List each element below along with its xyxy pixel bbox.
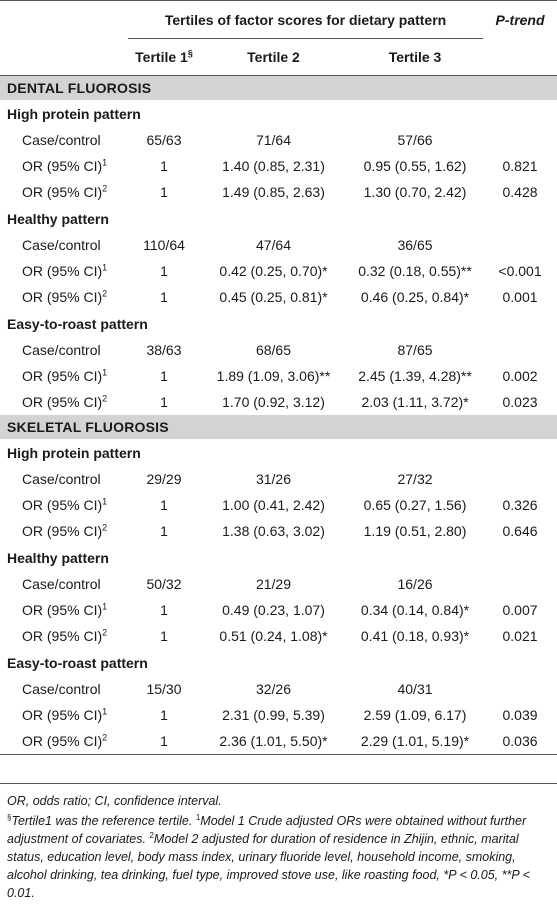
cell-t1: 1 [160, 368, 168, 384]
section-title: DENTAL FLUOROSIS [0, 76, 557, 101]
tertile3-header: Tertile 3 [388, 49, 442, 65]
cell-t2: 0.49 (0.23, 1.07) [222, 602, 325, 618]
row-label-sup: 2 [102, 732, 108, 743]
group-title: High protein pattern [7, 105, 141, 122]
cell-t2: 1.40 (0.85, 2.31) [222, 158, 325, 174]
cell-t2: 1.49 (0.85, 2.63) [222, 184, 325, 200]
table-row [0, 363, 557, 389]
cell-t3: 87/65 [397, 342, 433, 358]
group-row [0, 100, 557, 127]
row-label-cell [0, 153, 128, 179]
header-row-1 [0, 1, 557, 39]
tertile2-header: Tertile 2 [247, 49, 300, 65]
row-label: OR (95% CI) [22, 368, 103, 384]
row-label: OR (95% CI) [22, 497, 103, 513]
cell-p: 0.002 [502, 368, 538, 384]
group-row [0, 649, 557, 676]
row-label-cell [0, 179, 128, 205]
cell-t2: 0.42 (0.25, 0.70)* [219, 263, 328, 279]
group-row [0, 544, 557, 571]
row-label: Case/control [22, 576, 101, 592]
row-label: OR (95% CI) [22, 158, 103, 174]
tertiles-header: Tertiles of factor scores for dietary pattern [128, 1, 483, 39]
cell-t3: 16/26 [397, 576, 433, 592]
table-row [0, 676, 557, 702]
row-label: OR (95% CI) [22, 523, 103, 539]
group-row [0, 439, 557, 466]
row-label-cell [0, 623, 128, 649]
row-label-cell [0, 232, 128, 258]
row-label-sup: 2 [102, 183, 108, 194]
cell-p: 0.007 [502, 602, 538, 618]
row-label-cell [0, 466, 128, 492]
cell-t3: 0.46 (0.25, 0.84)* [360, 289, 470, 305]
cell-t3: 1.19 (0.51, 2.80) [363, 523, 467, 539]
cell-t2: 0.45 (0.25, 0.81)* [219, 289, 328, 305]
row-label-cell [0, 389, 128, 415]
footnote-m1-mark: 1 [195, 812, 201, 822]
section-title: SKELETAL FLUOROSIS [0, 415, 557, 439]
ptrend-header [483, 1, 557, 39]
row-label: Case/control [22, 471, 101, 487]
footnote-abbrev: OR, odds ratio; CI, confidence interval. [7, 794, 222, 808]
cell-t2: 21/29 [255, 576, 292, 592]
cell-p: 0.646 [502, 523, 538, 539]
table-row [0, 284, 557, 310]
ptrend-label: P-trend [495, 11, 545, 28]
table-row [0, 179, 557, 205]
table-row [0, 518, 557, 544]
cell-t2: 68/65 [255, 342, 292, 358]
row-label: OR (95% CI) [22, 289, 103, 305]
row-label-cell [0, 518, 128, 544]
cell-p [483, 676, 557, 702]
cell-t1: 38/63 [146, 342, 182, 358]
group-row [0, 205, 557, 232]
cell-t1: 1 [160, 394, 168, 410]
group-title: Easy-to-roast pattern [7, 654, 148, 671]
footnote-rule [0, 783, 557, 784]
row-label-sup: 1 [102, 367, 108, 378]
row-label-cell [0, 127, 128, 153]
row-label-cell [0, 492, 128, 518]
section-row [0, 415, 557, 439]
row-label: Case/control [22, 342, 101, 358]
footnote-ref-mark: § [7, 812, 12, 822]
cell-t3: 0.95 (0.55, 1.62) [363, 158, 467, 174]
cell-t3: 36/65 [397, 237, 433, 253]
group-title: Healthy pattern [7, 549, 109, 566]
row-label-cell [0, 258, 128, 284]
row-label-sup: 2 [102, 522, 108, 533]
row-label: Case/control [22, 681, 101, 697]
cell-p: 0.428 [502, 184, 538, 200]
cell-t1: 15/30 [146, 681, 182, 697]
cell-t1: 1 [160, 602, 168, 618]
table-row [0, 702, 557, 728]
cell-t3: 0.32 (0.18, 0.55)** [358, 263, 472, 279]
row-label-cell [0, 571, 128, 597]
footnote-m1-text: Model 1 Crude adjusted ORs were obtained without further adjustment of covariates. [7, 814, 527, 846]
cell-p: 0.023 [502, 394, 538, 410]
row-label: OR (95% CI) [22, 628, 103, 644]
cell-t1: 1 [160, 184, 168, 200]
row-label: OR (95% CI) [22, 394, 103, 410]
table-row [0, 492, 557, 518]
cell-t3: 0.41 (0.18, 0.93)* [360, 628, 470, 644]
cell-t2: 2.31 (0.99, 5.39) [222, 707, 325, 723]
cell-t3: 1.30 (0.70, 2.42) [363, 184, 467, 200]
row-label: Case/control [22, 132, 101, 148]
row-label-sup: 1 [102, 601, 108, 612]
cell-t2: 71/64 [255, 132, 292, 148]
footnote-ref-text: Tertile1 was the reference tertile. [11, 814, 193, 828]
table-row [0, 258, 557, 284]
tertile1-mark: § [187, 48, 193, 59]
cell-t2: 1.38 (0.63, 3.02) [222, 523, 325, 539]
cell-p [483, 232, 557, 258]
cell-t2: 1.89 (1.09, 3.06)** [216, 368, 331, 384]
cell-t2: 1.00 (0.41, 2.42) [222, 497, 325, 513]
group-row [0, 310, 557, 337]
row-label-cell [0, 728, 128, 755]
cell-t2: 31/26 [255, 471, 292, 487]
footnote-m2-mark: 2 [149, 830, 154, 840]
cell-t2: 1.70 (0.92, 3.12) [222, 394, 325, 410]
cell-t1: 1 [160, 707, 168, 723]
cell-t1: 110/64 [143, 237, 185, 253]
tertile1-header [128, 39, 200, 76]
row-label: OR (95% CI) [22, 263, 103, 279]
table-row [0, 232, 557, 258]
row-label: OR (95% CI) [22, 184, 103, 200]
cell-t2: 2.36 (1.01, 5.50)* [219, 733, 328, 749]
cell-p: 0.036 [502, 733, 538, 749]
footnote-models [7, 812, 552, 902]
table-row [0, 728, 557, 755]
table-row [0, 127, 557, 153]
table-body [0, 76, 557, 755]
row-label-cell [0, 597, 128, 623]
cell-t1: 29/29 [146, 471, 182, 487]
cell-p [483, 127, 557, 153]
cell-t1: 1 [160, 289, 168, 305]
row-label-sup: 1 [102, 157, 108, 168]
row-label-cell [0, 676, 128, 702]
table-row [0, 337, 557, 363]
row-label-cell [0, 337, 128, 363]
group-title: Healthy pattern [7, 210, 109, 227]
cell-t1: 1 [160, 628, 168, 644]
row-label-cell [0, 702, 128, 728]
cell-p: 0.039 [502, 707, 538, 723]
cell-t2: 32/26 [255, 681, 292, 697]
row-label-cell [0, 284, 128, 310]
cell-p: 0.821 [502, 158, 538, 174]
header-row-2 [0, 39, 557, 76]
row-label-sup: 1 [102, 496, 108, 507]
row-label-sup: 1 [102, 706, 108, 717]
cell-t1: 1 [160, 158, 168, 174]
header-empty-cell-2 [0, 39, 128, 76]
cell-t1: 1 [160, 497, 168, 513]
table-row [0, 597, 557, 623]
cell-t2: 0.51 (0.24, 1.08)* [219, 628, 328, 644]
cell-p: 0.326 [502, 497, 538, 513]
section-row [0, 76, 557, 101]
tertile1-label: Tertile 1 [135, 49, 188, 65]
group-title: High protein pattern [7, 444, 141, 461]
cell-t1: 1 [160, 523, 168, 539]
cell-p [483, 466, 557, 492]
table-row [0, 623, 557, 649]
cell-t3: 2.45 (1.39, 4.28)** [358, 368, 472, 384]
cell-t3: 40/31 [397, 681, 433, 697]
table-row [0, 153, 557, 179]
cell-t3: 2.03 (1.11, 3.72)* [361, 394, 469, 410]
cell-p: 0.021 [502, 628, 538, 644]
cell-t3: 0.34 (0.14, 0.84)* [360, 602, 470, 618]
table-row [0, 389, 557, 415]
table-row [0, 571, 557, 597]
footnotes [7, 792, 552, 904]
row-label: Case/control [22, 237, 101, 253]
row-label-cell [0, 363, 128, 389]
cell-p: <0.001 [498, 263, 542, 279]
cell-t3: 0.65 (0.27, 1.56) [363, 497, 467, 513]
cell-t1: 1 [160, 733, 168, 749]
row-label-sup: 1 [102, 262, 108, 273]
row-label-sup: 2 [102, 627, 108, 638]
cell-t2: 47/64 [255, 237, 292, 253]
cell-p [483, 571, 557, 597]
cell-t3: 57/66 [397, 132, 433, 148]
footnote-m2-text: Model 2 adjusted for duration of residence in Zhijin, ethnic, marital status, education level, body mass index, urinary fluoride level, household income, smoking, alcohol drinking, tea drinking, fuel type, improved stove use, like roasting food, *P < 0.05, **P < 0.01. [7, 832, 530, 900]
row-label-sup: 2 [102, 288, 108, 299]
header-empty-cell [0, 1, 128, 39]
row-label: OR (95% CI) [22, 707, 103, 723]
row-label-sup: 2 [102, 393, 108, 404]
cell-t1: 50/32 [146, 576, 182, 592]
table-row [0, 466, 557, 492]
cell-t1: 1 [160, 263, 168, 279]
row-label: OR (95% CI) [22, 733, 103, 749]
group-title: Easy-to-roast pattern [7, 315, 148, 332]
cell-p: 0.001 [502, 289, 538, 305]
cell-p [483, 337, 557, 363]
cell-t3: 2.29 (1.01, 5.19)* [360, 733, 470, 749]
cell-t3: 27/32 [397, 471, 433, 487]
cell-t1: 65/63 [146, 132, 182, 148]
header-empty-cell-3 [483, 39, 557, 76]
cell-t3: 2.59 (1.09, 6.17) [363, 707, 467, 723]
row-label: OR (95% CI) [22, 602, 103, 618]
